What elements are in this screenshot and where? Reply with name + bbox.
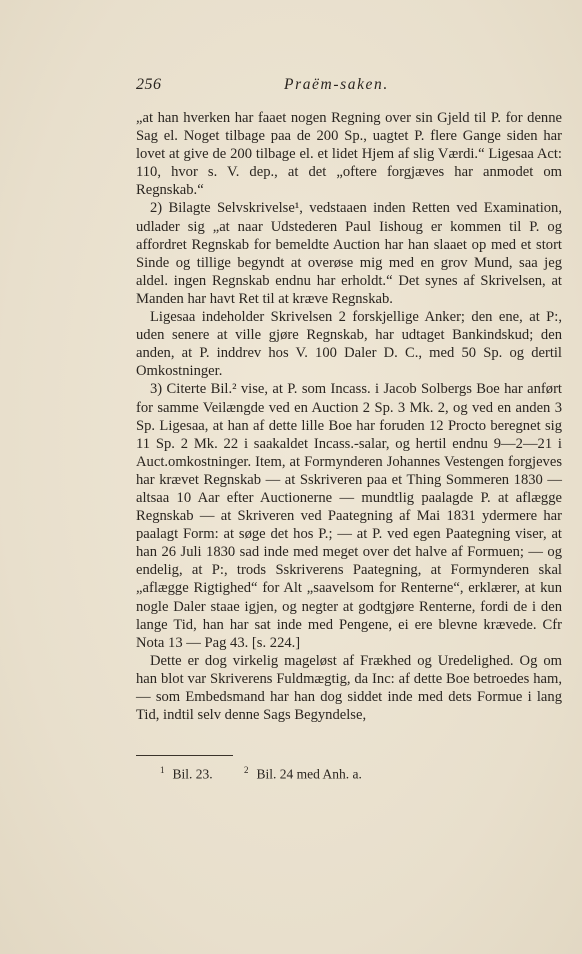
footnote-mark: 1 bbox=[160, 765, 165, 775]
paragraph: 2) Bilagte Selvskrivelse¹, vedstaaen inden Retten ved Examination, udlader sig „at naar Udstederen Paul Iishoug er kommen til P. og affordret Regnskab for bemeldte Auction har han slaaet op med et stort Sinde og tillige begyndt at overøse mig med en grov Mund, saa jeg aldel. ingen Regnskab endnu har erholdt.“ Det synes af Skrivelsen, at Manden har havt Ret til at kræve Regnskab. bbox=[136, 200, 562, 307]
footnote-divider bbox=[136, 755, 233, 756]
page-header bbox=[136, 76, 446, 98]
paragraph: Dette er dog virkelig mageløst af Frækhed og Uredelighed. Og om han blot var Skriverens Fuldmægtig, da Inc: af dette Boe betroedes ham, — som Embedsmand har han dog siddet inde med dets Formue i lang Tid, indtil selv denne Sags Begyndelse, bbox=[136, 652, 562, 724]
footnotes bbox=[160, 762, 480, 783]
paragraph: 3) Citerte Bil.² vise, at P. som Incass. i Jacob Solbergs Boe har anført for samme Veilængde ved en Auction 2 Sp. 3 Mk. 2, og ved en anden 3 Sp. Ligesaa, at han af dette lille Boe har foruden 12 Procto beregnet sig 11 Sp. 2 Mk. 22 i saakaldet Incass.-salar, og hertil endnu 9—2—21 i Auct.omkostninger. Item, at Formynderen Johannes Vestengen forgjeves har krævet Regnskab — at Sskriveren paa et Thing Sommeren 1830 — altsaa 10 Aar efter Auctionerne — mundtlig paalagde P. at aflægge Regnskab — at Skriveren ved Paategning af Mai 1831 ydermere har paalagt Form: at søge det hos P.; — at P. ved egen Paategning viser, at han 26 Juli 1830 sad inde med meget over det halve af Formuen; — og endelig, at P:, trods Sskriverens Paategning, at Formynderen skal „aflægge Rigtighed“ for Alt „saavelsom for Renterne“, erklærer, at kun nogle Daler staae igjen, og negter at godtgjøre Renterne, fordi de i den lange Tid, han har sat inde med Pengene, ei ere blevne krævede. Cfr Nota 13 — Pag 43. [s. 224.] bbox=[136, 381, 562, 651]
running-title: Praëm-saken. bbox=[284, 76, 389, 93]
footnote-text: Bil. 23. bbox=[172, 766, 213, 782]
footnote-text: Bil. 24 med Anh. a. bbox=[256, 766, 362, 782]
body-text bbox=[136, 109, 562, 724]
page-number: 256 bbox=[136, 76, 162, 93]
footnote bbox=[244, 762, 362, 783]
paragraph: „at han hverken har faaet nogen Regning over sin Gjeld til P. for denne Sag el. Noget tilbage paa de 200 Sp., uagtet P. flere Gange siden har lovet at give de 200 tilbage el. et lidet Hjem af slig Værdi.“ Ligesaa Act: 110, hvor s. V. dep., at det „oftere forgjæves har anmodet om Regnskab.“ bbox=[136, 110, 562, 199]
paragraph: Ligesaa indeholder Skrivelsen 2 forskjellige Anker; den ene, at P:, uden senere at ville gjøre Regnskab, har udtaget Bankindskud; den anden, at P. inddrev hos V. 100 Daler D. C., med 50 Sp. og dertil Omkostninger. bbox=[136, 309, 562, 380]
footnote-mark: 2 bbox=[244, 765, 249, 775]
footnote bbox=[160, 762, 213, 783]
